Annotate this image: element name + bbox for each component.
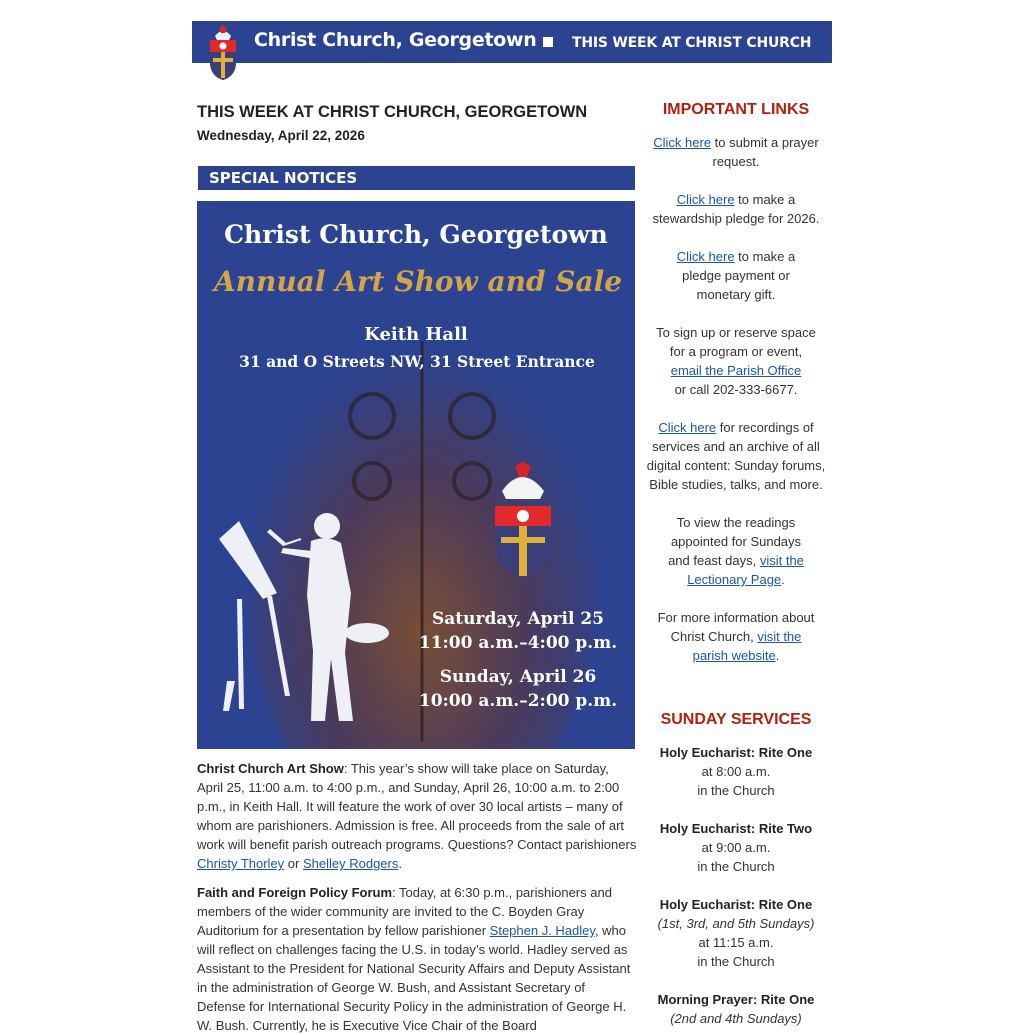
prayer-request-link[interactable]: Click here [653, 135, 712, 150]
parish-website-item: For more information about Christ Church, visit the parish website. [657, 610, 815, 663]
page-title: THIS WEEK AT CHRIST CHURCH, GEORGETOWN [197, 103, 588, 121]
shelley-rodgers-link[interactable]: Shelley Rodgers [302, 856, 399, 871]
art-show-heading: Christ Church Art Show [197, 761, 344, 776]
art-show-poster[interactable] [197, 201, 635, 749]
poster-address: 31 and O Streets NW, 31 Street Entrance [239, 352, 595, 371]
pledge-payment-link[interactable]: Click here [676, 249, 735, 264]
poster-church-name: Christ Church, Georgetown [224, 220, 608, 249]
christy-thorley-link[interactable]: Christy Thorley [197, 856, 285, 871]
page-date: Wednesday, April 22, 2026 [197, 128, 365, 143]
poster-venue: Keith Hall [364, 324, 468, 345]
lectionary-item: To view the readings appointed for Sundays and feast days, visit the Lectionary Page. [668, 515, 804, 587]
parish-website-link[interactable]: visit the parish website [692, 629, 802, 663]
email-parish-office-link[interactable]: email the Parish Office [670, 363, 802, 378]
poster-event-title: Annual Art Show and Sale [213, 265, 623, 298]
lectionary-link[interactable]: visit the Lectionary Page [687, 553, 804, 587]
service-item: Holy Eucharist: Rite One at 8:00 a.m. in the Church [659, 745, 813, 798]
poster-day-1: Saturday, April 25 [432, 609, 604, 629]
header-subtitle: THIS WEEK AT CHRIST CHURCH [572, 35, 812, 51]
stewardship-pledge-link[interactable]: Click here [676, 192, 735, 207]
parish-office-item: To sign up or reserve space for a program or event, email the Parish Office or call 202-333-6677. [656, 325, 816, 397]
forum-heading: Faith and Foreign Policy Forum [197, 885, 393, 900]
service-item: Morning Prayer: Rite One (2nd and 4th Sundays) [657, 992, 815, 1026]
poster-time-1: 11:00 a.m.–4:00 p.m. [418, 633, 618, 653]
forum-paragraph: Faith and Foreign Policy Forum: Today, at 6:30 p.m., parishioners and members of the wider community are invited to the C. Boyden Gray Auditorium for a presentation by fellow parishioner Stephen J. Hadley, who will reflect on challenges facing the U.S. in today’s world. Hadley served as Assistant to the President for National Security Affairs and Deputy Assistant in the administration of George W. Bush, and Assistant Secretary of Defense for International Security Policy in the administration of George H. W. Bush. Currently, he is Executive Vice Chair of the Board [197, 885, 631, 1033]
poster-day-2: Sunday, April 26 [439, 667, 597, 687]
service-item: Holy Eucharist: Rite One (1st, 3rd, and 5th Sundays) at 11:15 a.m. in the Church [657, 897, 815, 969]
section-label: SPECIAL NOTICES [209, 169, 358, 187]
important-links-heading: IMPORTANT LINKS [662, 101, 810, 118]
header-separator-icon [543, 37, 553, 47]
prayer-request-item: Click here to submit a prayer request. [653, 135, 819, 169]
service-item: Holy Eucharist: Rite Two at 9:00 a.m. in the Church [659, 821, 813, 874]
header-title: Christ Church, Georgetown [254, 29, 537, 51]
special-notices-bar [198, 166, 635, 190]
pledge-item: Click here to make a stewardship pledge for 2026. [652, 192, 820, 226]
payment-item: Click here to make a pledge payment or monetary gift. [676, 249, 796, 302]
church-crest-icon [207, 24, 239, 82]
stephen-hadley-link[interactable]: Stephen J. Hadley [489, 923, 595, 938]
recordings-item: Click here for recordings of services and an archive of all digital content: Sunday forums, Bible studies, talks, and more. [646, 420, 826, 492]
poster-time-2: 10:00 a.m.–2:00 p.m. [418, 691, 618, 711]
sunday-services-heading: SUNDAY SERVICES [660, 711, 812, 728]
recordings-link[interactable]: Click here [658, 420, 717, 435]
art-show-paragraph: Christ Church Art Show: This year’s show will take place on Saturday, April 25, 11:00 a.m. to 4:00 p.m., and Sunday, April 26, 10:00 a.m. to 2:00 p.m., in Keith Hall. It will feature the work of over 30 local artists – many of whom are parishioners. Admission is free. All proceeds from the sale of art work will benefit parish outreach programs. Questions? Contact parishioners Christy Thorley or Shelley Rodgers. [197, 761, 637, 871]
